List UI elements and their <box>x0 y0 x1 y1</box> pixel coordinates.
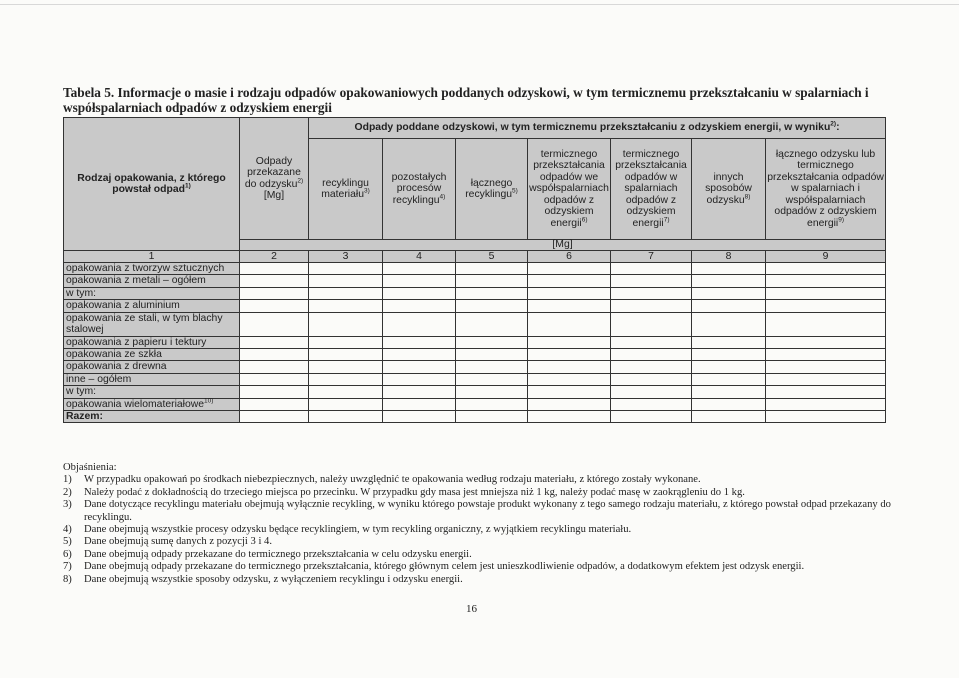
footnote-number: 1) <box>63 474 72 486</box>
header-col8-sup: 8) <box>744 193 751 201</box>
header-row-type <box>64 118 240 251</box>
data-cell[interactable] <box>692 373 766 385</box>
header-group-suffix: : <box>836 122 840 134</box>
data-cell[interactable] <box>692 361 766 373</box>
data-cell[interactable] <box>240 411 309 423</box>
footnote-item <box>63 524 898 536</box>
table-row <box>64 361 886 373</box>
footnote-number: 2) <box>63 486 72 498</box>
data-cell[interactable] <box>611 312 692 336</box>
data-cell[interactable] <box>611 300 692 312</box>
data-cell[interactable] <box>383 373 456 385</box>
row-label <box>64 336 240 348</box>
data-cell[interactable] <box>383 386 456 398</box>
header-col5-sup: 5) <box>512 187 518 195</box>
data-cell[interactable] <box>456 300 528 312</box>
col-number-7: 7 <box>611 251 692 263</box>
col-number-9: 9 <box>766 251 886 263</box>
data-table <box>63 117 886 423</box>
col-number-1: 1 <box>64 251 240 263</box>
data-cell[interactable] <box>692 411 766 423</box>
data-cell[interactable] <box>611 263 692 275</box>
footnote-text: Dane obejmują odpady przekazane do termicznego przekształcania w celu odzysku energii. <box>84 548 472 560</box>
data-cell[interactable] <box>309 373 383 385</box>
header-col7-label: termicznego przekształcania odpadów w spalarniach odpadów z odzyskiem energii <box>615 148 687 229</box>
data-cell[interactable] <box>528 373 611 385</box>
data-cell[interactable] <box>383 300 456 312</box>
footnote-item <box>63 487 898 499</box>
data-cell[interactable] <box>692 263 766 275</box>
header-col6-sup: 6) <box>581 216 588 224</box>
header-col9-sup: 9) <box>838 216 845 224</box>
header-col2 <box>240 118 309 240</box>
table-row <box>64 336 886 348</box>
header-col3-label: recyklingu materiału <box>321 177 369 200</box>
header-group <box>309 118 886 139</box>
footnote-number: 6) <box>63 548 72 560</box>
footnote-text: Dane dotyczące recyklingu materiału obejmują wyłącznie recykling, w wyniku którego powstaje produkt wykonany z tego samego rodzaju materiału, z którego powstał odpad przekazany do recyklingu. <box>84 499 891 523</box>
row-label <box>64 312 240 336</box>
header-col2-label: Odpady przekazane do odzysku <box>244 155 301 190</box>
row-label-text: opakowania z tworzyw sztucznych <box>66 263 225 274</box>
data-cell[interactable] <box>456 411 528 423</box>
data-cell[interactable] <box>383 336 456 348</box>
table-row <box>64 275 886 287</box>
data-cell[interactable] <box>766 386 886 398</box>
data-cell[interactable] <box>240 275 309 287</box>
col-number-5: 5 <box>456 251 528 263</box>
header-col9 <box>766 139 886 240</box>
row-label-text: opakowania ze stali, w tym blachy stalowej <box>66 312 223 336</box>
footnote-item <box>63 499 898 524</box>
row-label-text: opakowania z metali – ogółem <box>66 275 206 287</box>
data-cell[interactable] <box>528 275 611 287</box>
footnote-number: 3) <box>63 499 72 511</box>
data-cell[interactable] <box>766 411 886 423</box>
row-label <box>64 349 240 361</box>
footnote-item <box>63 474 898 486</box>
data-cell[interactable] <box>766 275 886 287</box>
row-label-sup: 10) <box>204 397 214 405</box>
col-number-8: 8 <box>692 251 766 263</box>
footnote-text: Dane obejmują odpady przekazane do termicznego przekształcania, którego głównym celem jest unieszkodliwienie odpadów, a dodatkowym efektem jest odzysk energii. <box>84 561 805 573</box>
data-cell[interactable] <box>456 398 528 410</box>
header-col2-unit: [Mg] <box>263 190 285 201</box>
header-col3-sup: 3) <box>363 187 370 195</box>
top-border-line <box>0 4 959 5</box>
data-cell[interactable] <box>456 263 528 275</box>
table-row <box>64 349 886 361</box>
footnotes <box>63 462 898 586</box>
table-row <box>64 386 886 398</box>
data-cell[interactable] <box>456 373 528 385</box>
data-cell[interactable] <box>766 287 886 299</box>
footnote-text: Dane obejmują wszystkie procesy odzysku będące recyklingiem, w tym recykling organiczny, z wyjątkiem recyklingu materiału. <box>84 524 632 536</box>
data-cell[interactable] <box>309 411 383 423</box>
data-cell[interactable] <box>240 287 309 299</box>
data-cell[interactable] <box>766 263 886 275</box>
footnotes-heading: Objaśnienia: <box>63 462 117 473</box>
data-cell[interactable] <box>692 336 766 348</box>
row-label-text: opakowania z drewna <box>66 361 167 373</box>
row-label <box>64 300 240 312</box>
data-cell[interactable] <box>528 361 611 373</box>
data-cell[interactable] <box>611 287 692 299</box>
footnote-item <box>63 536 898 548</box>
table-row <box>64 312 886 336</box>
data-cell[interactable] <box>528 411 611 423</box>
data-cell[interactable] <box>240 349 309 361</box>
data-cell[interactable] <box>383 275 456 287</box>
footnote-text: Należy podać z dokładnością do trzeciego miejsca po przecinku. W przypadku gdy masa jest mniejsza niż 1 kg, należy podać masę w zaokrągleniu do 1 kg. <box>84 486 745 498</box>
data-cell[interactable] <box>692 386 766 398</box>
footnote-number: 8) <box>63 573 72 585</box>
data-cell[interactable] <box>611 386 692 398</box>
data-cell[interactable] <box>692 312 766 336</box>
data-cell[interactable] <box>383 361 456 373</box>
table-title: Tabela 5. Informacje o masie i rodzaju odpadów opakowaniowych poddanych odzyskowi, w tym termicznemu przekształcaniu w spalarniach i współspalarniach odpadów z odzyskiem energii <box>63 85 869 115</box>
data-cell[interactable] <box>309 263 383 275</box>
header-col2-sup: 2) <box>297 177 304 185</box>
data-cell[interactable] <box>383 411 456 423</box>
data-cell[interactable] <box>309 349 383 361</box>
data-cell[interactable] <box>309 336 383 348</box>
data-cell[interactable] <box>611 361 692 373</box>
header-group-sup: 2) <box>830 120 837 128</box>
header-col4 <box>383 139 456 240</box>
footnote-text: Dane obejmują sumę danych z pozycji 3 i 4. <box>84 536 272 548</box>
header-col4-label: pozostałych procesów recyklingu <box>391 171 447 206</box>
row-label-text: w tym: <box>66 287 97 299</box>
data-cell[interactable] <box>309 300 383 312</box>
data-cell[interactable] <box>309 312 383 336</box>
row-label <box>64 263 240 275</box>
data-cell[interactable] <box>240 300 309 312</box>
footnote-number: 5) <box>63 536 72 548</box>
col-number-2: 2 <box>240 251 309 263</box>
data-cell[interactable] <box>309 275 383 287</box>
data-cell[interactable] <box>456 361 528 373</box>
data-cell[interactable] <box>309 361 383 373</box>
row-label-text: Razem: <box>66 411 103 423</box>
data-cell[interactable] <box>766 373 886 385</box>
data-cell[interactable] <box>528 300 611 312</box>
data-cell[interactable] <box>611 373 692 385</box>
data-cell[interactable] <box>383 263 456 275</box>
data-cell[interactable] <box>456 287 528 299</box>
data-cell[interactable] <box>766 398 886 410</box>
data-cell[interactable] <box>240 336 309 348</box>
col-number-3: 3 <box>309 251 383 263</box>
data-cell[interactable] <box>528 312 611 336</box>
row-label-text: opakowania ze szkła <box>66 349 162 361</box>
data-cell[interactable] <box>456 275 528 287</box>
row-label-text: opakowania wielomateriałowe <box>66 398 205 410</box>
row-label <box>64 287 240 299</box>
header-col5 <box>456 139 528 240</box>
column-number-row <box>64 251 886 263</box>
data-cell[interactable] <box>456 349 528 361</box>
row-label <box>64 373 240 385</box>
footnote-text: Dane obejmują wszystkie sposoby odzysku, z wyłączeniem recyklingu i odzysku energii. <box>84 573 463 585</box>
table-row <box>64 287 886 299</box>
row-label <box>64 398 240 410</box>
data-cell[interactable] <box>240 361 309 373</box>
header-col6 <box>528 139 611 240</box>
data-cell[interactable] <box>766 336 886 348</box>
table-row <box>64 411 886 423</box>
data-cell[interactable] <box>611 349 692 361</box>
data-cell[interactable] <box>240 263 309 275</box>
data-cell[interactable] <box>611 411 692 423</box>
header-unit: [Mg] <box>240 240 886 251</box>
table-row <box>64 373 886 385</box>
data-cell[interactable] <box>611 398 692 410</box>
data-cell[interactable] <box>611 275 692 287</box>
data-cell[interactable] <box>766 349 886 361</box>
data-cell[interactable] <box>240 373 309 385</box>
data-cell[interactable] <box>309 398 383 410</box>
footnote-item <box>63 549 898 561</box>
row-label-text: opakowania z papieru i tektury <box>66 336 207 348</box>
table-row <box>64 300 886 312</box>
data-cell[interactable] <box>240 312 309 336</box>
header-col8-label: innych sposobów odzysku <box>705 171 752 206</box>
data-cell[interactable] <box>692 398 766 410</box>
header-col3 <box>309 139 383 240</box>
data-cell[interactable] <box>692 275 766 287</box>
header-col4-sup: 4) <box>439 193 446 201</box>
data-cell[interactable] <box>456 336 528 348</box>
data-cell[interactable] <box>692 300 766 312</box>
row-label-text: opakowania z aluminium <box>66 300 180 312</box>
footnote-text: W przypadku opakowań po środkach niebezpiecznych, należy uwzględnić te opakowania według rodzaju materiału, z którego zostały wykonane. <box>84 474 701 486</box>
row-label <box>64 275 240 287</box>
data-cell[interactable] <box>309 386 383 398</box>
data-cell[interactable] <box>528 386 611 398</box>
data-cell[interactable] <box>240 398 309 410</box>
header-col9-label: łącznego odzysku lub termicznego przekształcania odpadów w spalarniach i współspalarniach odpadów z odzyskiem energii <box>767 148 884 229</box>
header-col7 <box>611 139 692 240</box>
table-row <box>64 263 886 275</box>
data-rows <box>64 263 886 423</box>
footnotes-list <box>63 474 898 586</box>
data-cell[interactable] <box>383 349 456 361</box>
data-cell[interactable] <box>692 349 766 361</box>
data-cell[interactable] <box>383 287 456 299</box>
page-number: 16 <box>466 603 477 615</box>
header-col5-label: łącznego recyklingu <box>465 177 513 200</box>
header-row-type-sup: 1) <box>184 182 191 190</box>
data-cell[interactable] <box>528 263 611 275</box>
data-cell[interactable] <box>456 312 528 336</box>
data-cell[interactable] <box>383 398 456 410</box>
row-label-text: w tym: <box>66 386 97 398</box>
footnote-number: 4) <box>63 524 72 536</box>
header-group-label: Odpady poddane odzyskowi, w tym termicznemu przekształcaniu z odzyskiem energii, w wyniku <box>354 122 831 134</box>
data-cell[interactable] <box>528 287 611 299</box>
footnote-item <box>63 574 898 586</box>
data-cell[interactable] <box>766 300 886 312</box>
col-number-6: 6 <box>528 251 611 263</box>
footnote-number: 7) <box>63 561 72 573</box>
data-cell[interactable] <box>766 361 886 373</box>
header-col8 <box>692 139 766 240</box>
row-label <box>64 411 240 423</box>
data-cell[interactable] <box>383 312 456 336</box>
footnote-item <box>63 561 898 573</box>
header-col7-sup: 7) <box>663 216 670 224</box>
col-number-4: 4 <box>383 251 456 263</box>
data-cell[interactable] <box>692 287 766 299</box>
data-cell[interactable] <box>766 312 886 336</box>
row-label <box>64 361 240 373</box>
header-col6-label: termicznego przekształcania odpadów we współspalarniach odpadów z odzyskiem energii <box>529 148 609 229</box>
table-row <box>64 398 886 410</box>
data-cell[interactable] <box>240 386 309 398</box>
data-cell[interactable] <box>528 349 611 361</box>
data-cell[interactable] <box>456 386 528 398</box>
header-row-type-label: Rodzaj opakowania, z którego powstał odpad <box>77 172 226 195</box>
data-cell[interactable] <box>528 398 611 410</box>
row-label-text: inne – ogółem <box>66 373 132 385</box>
data-cell[interactable] <box>309 287 383 299</box>
data-cell[interactable] <box>611 336 692 348</box>
data-cell[interactable] <box>528 336 611 348</box>
